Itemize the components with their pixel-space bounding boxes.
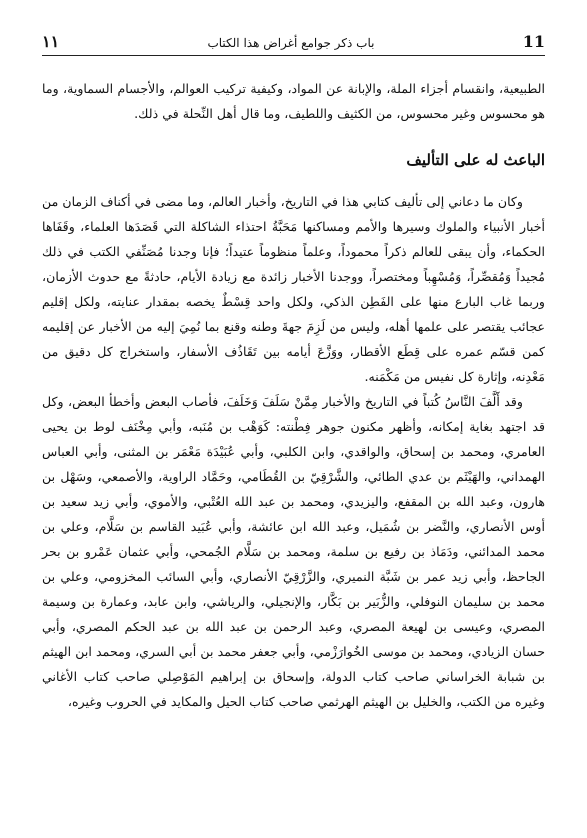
running-header xyxy=(42,32,545,56)
page-number-arabic: ١١ xyxy=(42,32,60,51)
paragraph-authors: وقد أَلَّفَ النَّاسُ كُتباً في التاريخ والأخبار مِمَّنْ سَلَفَ وَخَلَفَ، فأصاب البعض وأخطأ البعض، وكل قد اجتهد بغاية إمكانه، وأظهر مكنون جوهر فِطْنته: كَوَهْب بن مُنَبه، وأبي مِخْنَف لوط بن يحيى العامري، ومحمد بن إسحاق، والواقدي، وابن الكلبي، وأبي عُبَيْدَة مَعْمَر بن المثنى، وأبي العباس الهمداني، والهَيْثَم بن عدي الطائي، والشَّرْقِيّ بن القُطَامي، وحَمَّاد الراوية، والأصمعي، وسَهْل بن هارون، وعبد الله بن المقفع، واليزيدي، ومحمد بن عبد الله العُتْبي، والأموي، وأبي زيد سعيد بن أوس الأنصاري، والنَّضر بن شُمَيل، وعبد الله ابن عائشة، وأبي عُبَيد القاسم بن سَلَّام، وعلي بن محمد المدائني، ودَمَاذ بن رفيع بن سلمة، ومحمد بن سَلَّام الجُمحي، وأبي عثمان عَمْرو بن بحر الجاحظ، وأبي زيد عمر بن شَبَّة النميري، والزَّرْقِيّ الأنصاري، وأبي السائب المخزومي، وعلي بن محمد بن سليمان النوفلي، والزُّبَير بن بَكَّار، والإنجيلي، والرياشي، وابن عابد، وعمارة بن وسيمة المصري، وعيسى بن لهيعة المصري، وعبد الرحمن بن عبد الله بن عبد الحكم المصري، وأبي حسان الزيادي، ومحمد بن موسى الخُوارَزْمي، وأبي جعفر محمد بن أبي السري، ومحمد ابن الهيثم بن شبابة الخراساني صاحب كتاب الدولة، وإسحاق بن إبراهيم المَوْصِلي صاحب كتاب الأغاني وغيره من الكتب، والخليل بن الهيثم الهرثمي صاحب كتاب الحيل والمكايد في الحروب وغيره، xyxy=(42,394,545,709)
section-heading: الباعث له على التأليف xyxy=(406,151,545,169)
page-body xyxy=(42,76,545,714)
page-number: 11 xyxy=(522,32,545,51)
running-title: باب ذكر جوامع أغراض هذا الكتاب xyxy=(207,36,375,50)
paragraph-continuation: الطبيعية، وانقسام أجزاء الملة، والإبانة عن المواد، وكيفية تركيب العوالم، والأجسام السماوية، وما هو محسوس وغير محسوس، من الكثيف واللطيف، وما قال أهل النِّحلة في ذلك. xyxy=(42,81,545,121)
paragraph-motivation: وكان ما دعاني إلى تأليف كتابي هذا في التاريخ، وأخبار العالم، وما مضى في أكناف الزمان من أخبار الأنبياء والملوك وسيرها والأمم ومساكنها مَحَبَّةُ احتذاء الشاكلة التي قَصَدَها العلماء، وقَفَاها الحكماء، وأن يبقى للعالم ذكراً محموداً، وعلماً منظوماً عتيداً؛ فإنا وجدنا مُصَنِّفي الكتب في ذلك مُجيداً وَمُقصِّراً، وَمُسْهِباً ومختصراً، ووجدنا الأخبار زائدة مع زيادة الأيام، حادثةً مع حدوث الأزمان، وربما غاب البارع منها على الفَطِن الذكي، ولكل واحد قِسْطٌ يخصه بمقدار عنايته، ولكل إقليم عجائب يقتصر على علمها أهله، وليس من لَزِمَ جهةَ وطنه وقنع بما نُمِيَ إليه من الأخبار عن إقليمه كمن قسّم عمره على قِطَع الأقطار، ووَزَّعَ أيامه بين تَقَاذُف الأسفار، واستخراج كل دقيق من مَعْدِنه، وإثارة كل نفيس من مَكْمَنه. xyxy=(42,194,545,384)
